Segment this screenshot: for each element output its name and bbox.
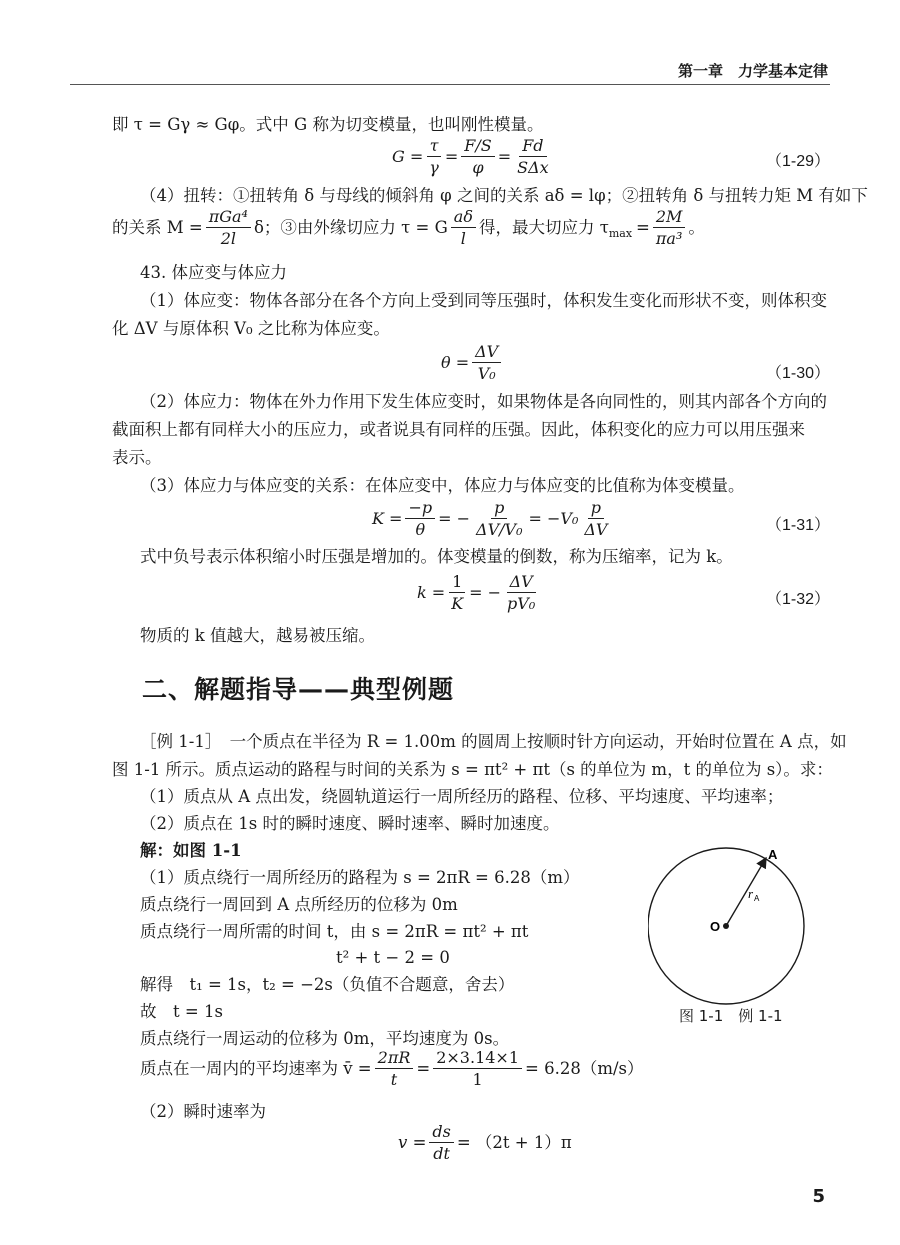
equation-1-31: K = $\frac{-p}{\theta}$ = − $\frac{p}{\text{ΔV/V₀}}$ = −V₀ $\frac{p}{\Delta V}$: [372, 498, 608, 539]
question-1: （1）质点从 A 点出发，绕圆轨道运行一周所经历的路程、位移、平均速度、平均速率；: [140, 787, 784, 806]
text-line: 截面积上都有同样大小的压应力，或者说具有同样的压强。因此，体积变化的应力可以用压强来: [112, 420, 805, 439]
text-line: （1）体应变：物体各部分在各个方向上受到同等压强时，体积发生变化而形状不变，则体积变: [140, 291, 827, 310]
text-line: 化 ΔV 与原体积 V₀ 之比称为体应变。: [112, 319, 390, 338]
section-heading: 二、解题指导——典型例题: [142, 675, 455, 704]
text-line: 式中负号表示体积缩小时压强是增加的。体变模量的倒数，称为压缩率，记为 k。: [140, 547, 733, 566]
solution-line: 质点绕行一周所需的时间 t，由 s = 2πR = πt² + πt: [140, 922, 529, 941]
figure-caption: 图 1-1 例 1-1: [679, 1007, 783, 1025]
page-number: 5: [812, 1186, 825, 1207]
point-a-label: A: [768, 847, 778, 862]
solution-line: 故 t = 1s: [140, 1002, 223, 1021]
center-o-label: O: [710, 919, 721, 934]
equation-number: （1-32）: [765, 591, 830, 608]
equation-number: （1-31）: [765, 517, 830, 534]
solution-line: 质点绕行一周回到 A 点所经历的位移为 0m: [140, 895, 458, 914]
eq-lhs: G =: [392, 147, 424, 166]
text-line: （4）扭转：①扭转角 δ 与母线的倾斜角 φ 之间的关系 aδ = lφ；②扭转角 δ 与扭转力矩 M 有如下: [140, 186, 868, 205]
text-line: 物质的 k 值越大，越易被压缩。: [140, 626, 375, 645]
torsion-relations-line: 的关系 M = $\frac{\text{πGa⁴}}{2l}$ δ；③由外缘切应力 τ = G $\frac{a\delta}{l}$ 得，最大切应力 τ max = $\frac{2M}{\text{πa³}}$ 。: [112, 207, 705, 248]
solution-line: 解得 t₁ = 1s，t₂ = −2s（负值不合题意，舍去）: [140, 975, 515, 994]
equation-1-30: θ = $\frac{\Delta V}{\text{V₀}}$: [441, 342, 504, 383]
example-text: ［例 1-1］ 一个质点在半径为 R = 1.00m 的圆周上按顺时针方向运动，开始时位置在 A 点，如: [140, 732, 847, 751]
figure-circle-diagram: [648, 845, 808, 1020]
equation-number: （1-29）: [765, 153, 830, 170]
radius-subscript: A: [754, 894, 760, 903]
equation-1-32: k = $\frac{1}{K}$ = − $\frac{\Delta V}{\text{pV₀}}$: [417, 572, 536, 613]
equation-number: （1-30）: [765, 365, 830, 382]
example-text: 图 1-1 所示。质点运动的路程与时间的关系为 s = πt² + πt（s 的单位为 m，t 的单位为 s）。求：: [112, 760, 833, 779]
solution-line: 质点绕行一周运动的位移为 0m，平均速度为 0s。: [140, 1029, 510, 1048]
text-line: （2）体应力：物体在外力作用下发生体应变时，如果物体是各向同性的，则其内部各个方向的: [140, 392, 827, 411]
text-line: 表示。: [112, 448, 162, 467]
instant-speed-equation: v = $\frac{ds}{dt}$ = （2t + 1）π: [398, 1122, 572, 1163]
section-title: 43. 体应变与体应力: [140, 263, 287, 282]
text-line: 即 τ = Gγ ≈ Gφ。式中 G 称为切变模量，也叫刚性模量。: [112, 115, 544, 134]
solution-label: 解：如图 1-1: [140, 841, 242, 860]
solution-line: （1）质点绕行一周所经历的路程为 s = 2πR = 6.28（m）: [140, 868, 580, 887]
text-line: （3）体应力与体应变的关系：在体应变中，体应力与体应变的比值称为体变模量。: [140, 476, 745, 495]
header-title: 第一章 力学基本定律: [677, 62, 828, 80]
radius-label: r: [748, 886, 754, 901]
equation-1-29: G = $\frac{\tau}{\gamma}$ = $\frac{F/S}{\varphi}$ = $\frac{Fd}{\text{SΔx}}$: [392, 136, 549, 177]
question-2: （2）质点在 1s 时的瞬时速度、瞬时速率、瞬时加速度。: [140, 814, 560, 833]
solution-line: t² + t − 2 = 0: [336, 948, 450, 967]
radius-arrow: [726, 858, 766, 926]
header-rule: [70, 84, 830, 85]
solution-line: （2）瞬时速率为: [140, 1102, 266, 1121]
average-speed-line: 质点在一周内的平均速率为 v̄ = $\frac{2\pi R}{t}$ = $\frac{2\times 3.14\times 1}{1}$ = 6.28（m/s）: [140, 1048, 644, 1089]
